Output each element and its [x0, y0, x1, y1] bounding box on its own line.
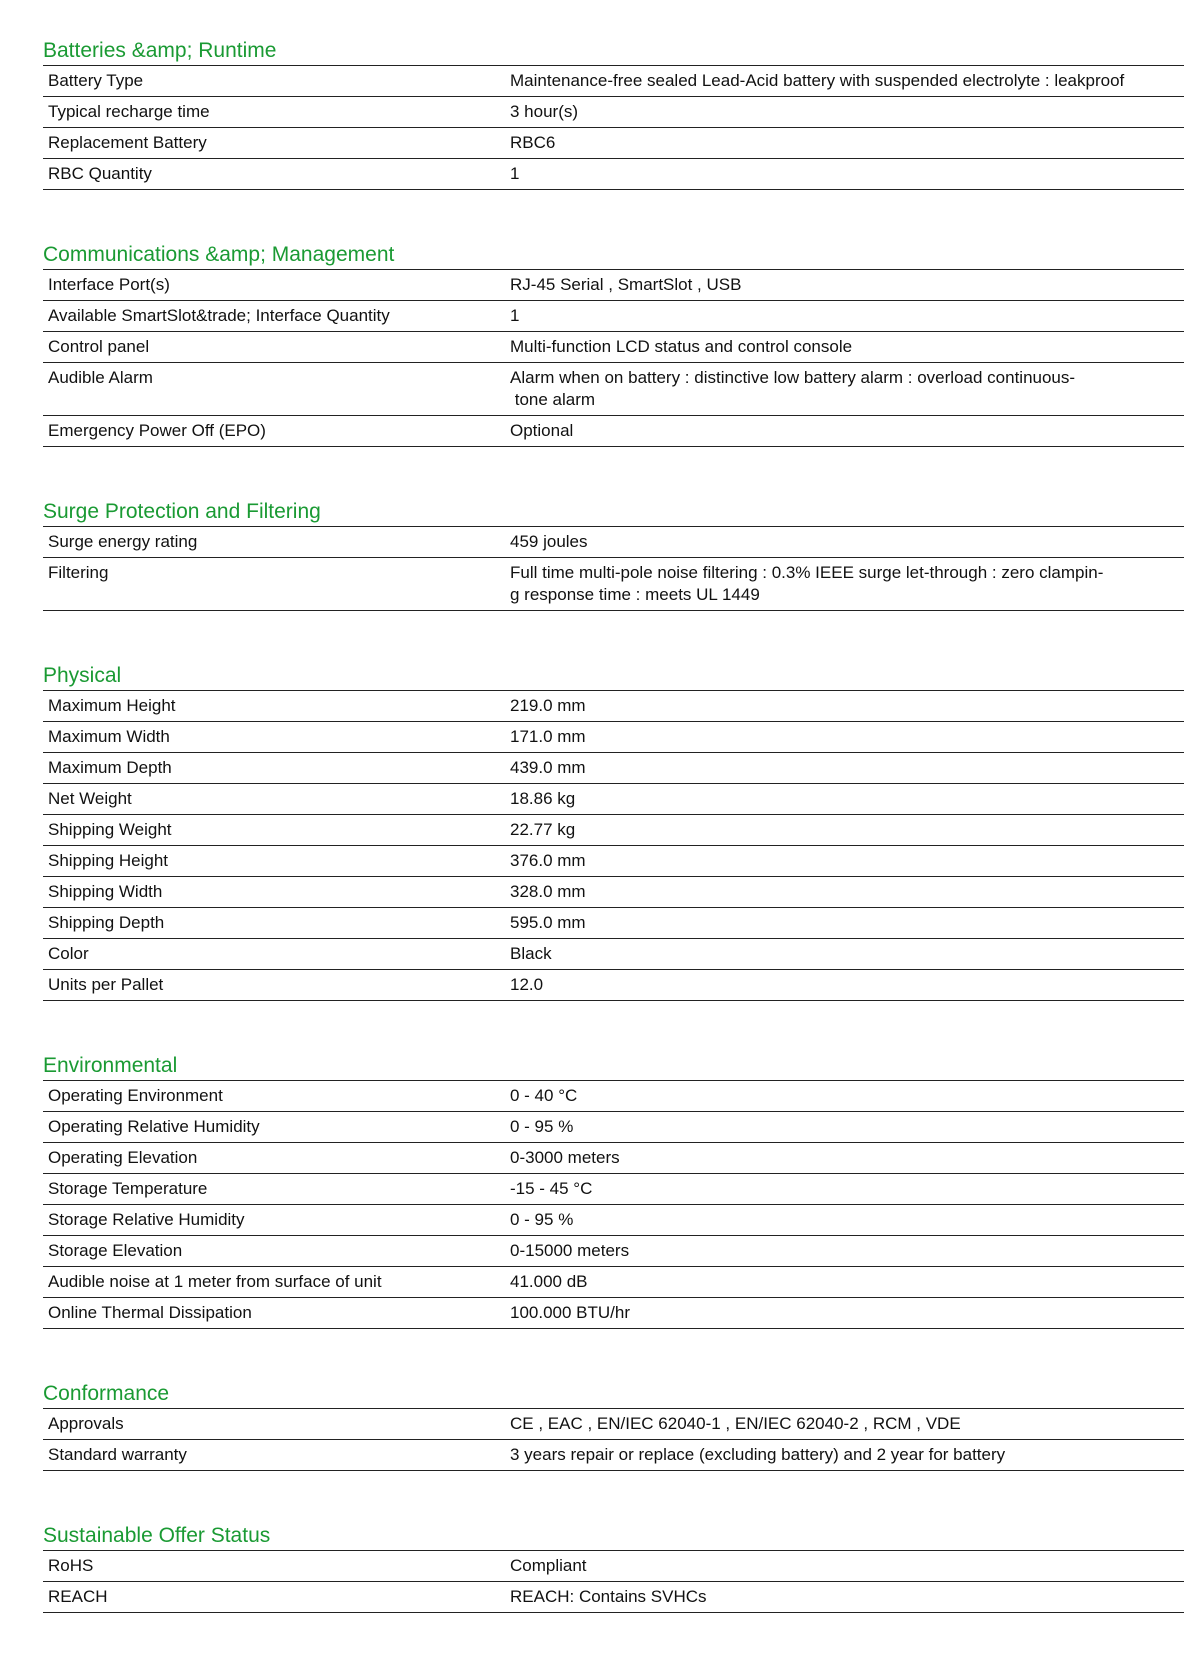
spec-label: Shipping Width [48, 882, 163, 901]
spec-row [43, 1409, 1184, 1440]
spec-row [43, 128, 1184, 159]
spec-row [43, 270, 1184, 301]
spec-value: 0 - 40 °C [510, 1086, 578, 1105]
spec-value: 0 - 95 % [510, 1117, 574, 1136]
spec-value: 171.0 mm [510, 727, 586, 746]
spec-section [43, 1053, 1184, 1329]
spec-row [43, 1143, 1184, 1174]
spec-table [43, 1409, 1184, 1471]
spec-row [43, 939, 1184, 970]
spec-row [43, 1551, 1184, 1582]
spec-label: Operating Relative Humidity [48, 1117, 260, 1136]
spec-label: Shipping Depth [48, 913, 165, 932]
spec-row [43, 877, 1184, 908]
spec-row [43, 753, 1184, 784]
spec-label: Shipping Weight [48, 820, 172, 839]
spec-label: REACH [48, 1587, 108, 1606]
spec-value: REACH: Contains SVHCs [510, 1587, 707, 1606]
spec-row [43, 301, 1184, 332]
spec-section [43, 1381, 1184, 1471]
spec-label: Surge energy rating [48, 532, 198, 551]
spec-label: Maximum Depth [48, 758, 172, 777]
spec-label: RBC Quantity [48, 164, 152, 183]
spec-label: Battery Type [48, 71, 144, 90]
spec-table [43, 1081, 1184, 1329]
spec-label: Online Thermal Dissipation [48, 1303, 252, 1322]
section-title: Physical [43, 663, 1184, 691]
spec-value: 12.0 [510, 975, 544, 994]
spec-sheet [43, 38, 1184, 1665]
spec-label: Audible Alarm [48, 368, 153, 387]
spec-value: Maintenance-free sealed Lead-Acid battery with suspended electrolyte : leakproof [510, 71, 1125, 90]
spec-value: Optional [510, 421, 574, 440]
spec-label: Units per Pallet [48, 975, 164, 994]
spec-label: Storage Temperature [48, 1179, 208, 1198]
spec-row [43, 1205, 1184, 1236]
spec-row [43, 1174, 1184, 1205]
spec-section [43, 663, 1184, 1001]
spec-value: 0 - 95 % [510, 1210, 574, 1229]
spec-value: RJ-45 Serial , SmartSlot , USB [510, 275, 742, 294]
spec-label: Maximum Width [48, 727, 170, 746]
spec-row [43, 416, 1184, 447]
spec-label: Emergency Power Off (EPO) [48, 421, 266, 440]
section-title: Environmental [43, 1053, 1184, 1081]
spec-value: Alarm when on battery : distinctive low battery alarm : overload continuous- tone alarm [510, 368, 1076, 409]
spec-row [43, 527, 1184, 558]
spec-row [43, 1582, 1184, 1613]
spec-label: RoHS [48, 1556, 94, 1575]
spec-value: Compliant [510, 1556, 587, 1575]
spec-row [43, 970, 1184, 1001]
spec-label: Maximum Height [48, 696, 176, 715]
spec-value: 100.000 BTU/hr [510, 1303, 631, 1322]
spec-table [43, 691, 1184, 1001]
spec-label: Replacement Battery [48, 133, 207, 152]
spec-label: Shipping Height [48, 851, 169, 870]
spec-value: 3 hour(s) [510, 102, 579, 121]
spec-table [43, 527, 1184, 611]
spec-row [43, 1081, 1184, 1112]
spec-value: RBC6 [510, 133, 556, 152]
spec-label: Control panel [48, 337, 150, 356]
spec-row [43, 159, 1184, 190]
spec-label: Interface Port(s) [48, 275, 170, 294]
spec-value: 3 years repair or replace (excluding battery) and 2 year for battery [510, 1445, 1006, 1464]
spec-value: 41.000 dB [510, 1272, 588, 1291]
spec-row [43, 97, 1184, 128]
section-title: Surge Protection and Filtering [43, 499, 1184, 527]
spec-row [43, 1298, 1184, 1329]
spec-value: Black [510, 944, 552, 963]
spec-section [43, 38, 1184, 190]
spec-label: Approvals [48, 1414, 124, 1433]
spec-row [43, 1236, 1184, 1267]
spec-label: Operating Environment [48, 1086, 223, 1105]
spec-label: Filtering [48, 563, 109, 582]
spec-row [43, 691, 1184, 722]
spec-label: Net Weight [48, 789, 132, 808]
spec-value: 0-3000 meters [510, 1148, 620, 1167]
spec-row [43, 815, 1184, 846]
spec-row [43, 332, 1184, 363]
spec-label: Available SmartSlot&trade; Interface Quantity [48, 306, 390, 325]
spec-row [43, 558, 1184, 611]
spec-value: 376.0 mm [510, 851, 586, 870]
spec-label: Typical recharge time [48, 102, 210, 121]
spec-section [43, 1523, 1184, 1613]
spec-row [43, 1440, 1184, 1471]
spec-row [43, 846, 1184, 877]
spec-label: Color [48, 944, 89, 963]
spec-label: Standard warranty [48, 1445, 187, 1464]
spec-row [43, 908, 1184, 939]
section-title: Communications &amp; Management [43, 242, 1184, 270]
spec-label: Storage Relative Humidity [48, 1210, 245, 1229]
spec-section [43, 499, 1184, 611]
spec-value: 459 joules [510, 532, 588, 551]
spec-row [43, 722, 1184, 753]
spec-label: Operating Elevation [48, 1148, 198, 1167]
spec-value: CE , EAC , EN/IEC 62040-1 , EN/IEC 62040-2 , RCM , VDE [510, 1414, 961, 1433]
spec-row [43, 363, 1184, 416]
spec-value: 0-15000 meters [510, 1241, 630, 1260]
spec-row [43, 784, 1184, 815]
spec-value: 328.0 mm [510, 882, 586, 901]
spec-value: Full time multi-pole noise filtering : 0.3% IEEE surge let-through : zero clampin- g response time : meets UL 1449 [510, 563, 1104, 604]
spec-table [43, 1551, 1184, 1613]
section-title: Sustainable Offer Status [43, 1523, 1184, 1551]
spec-value: 595.0 mm [510, 913, 586, 932]
spec-row [43, 1267, 1184, 1298]
spec-label: Audible noise at 1 meter from surface of unit [48, 1272, 382, 1291]
spec-value: -15 - 45 °C [510, 1179, 593, 1198]
spec-row [43, 66, 1184, 97]
section-title: Conformance [43, 1381, 1184, 1409]
spec-label: Storage Elevation [48, 1241, 183, 1260]
spec-section [43, 242, 1184, 447]
spec-row [43, 1112, 1184, 1143]
spec-value: 22.77 kg [510, 820, 576, 839]
spec-table [43, 270, 1184, 447]
spec-value: 219.0 mm [510, 696, 586, 715]
spec-value: Multi-function LCD status and control console [510, 337, 853, 356]
spec-value: 18.86 kg [510, 789, 576, 808]
section-title: Batteries &amp; Runtime [43, 38, 1184, 66]
spec-table [43, 66, 1184, 190]
spec-value: 1 [510, 164, 520, 183]
spec-value: 439.0 mm [510, 758, 586, 777]
spec-value: 1 [510, 306, 520, 325]
